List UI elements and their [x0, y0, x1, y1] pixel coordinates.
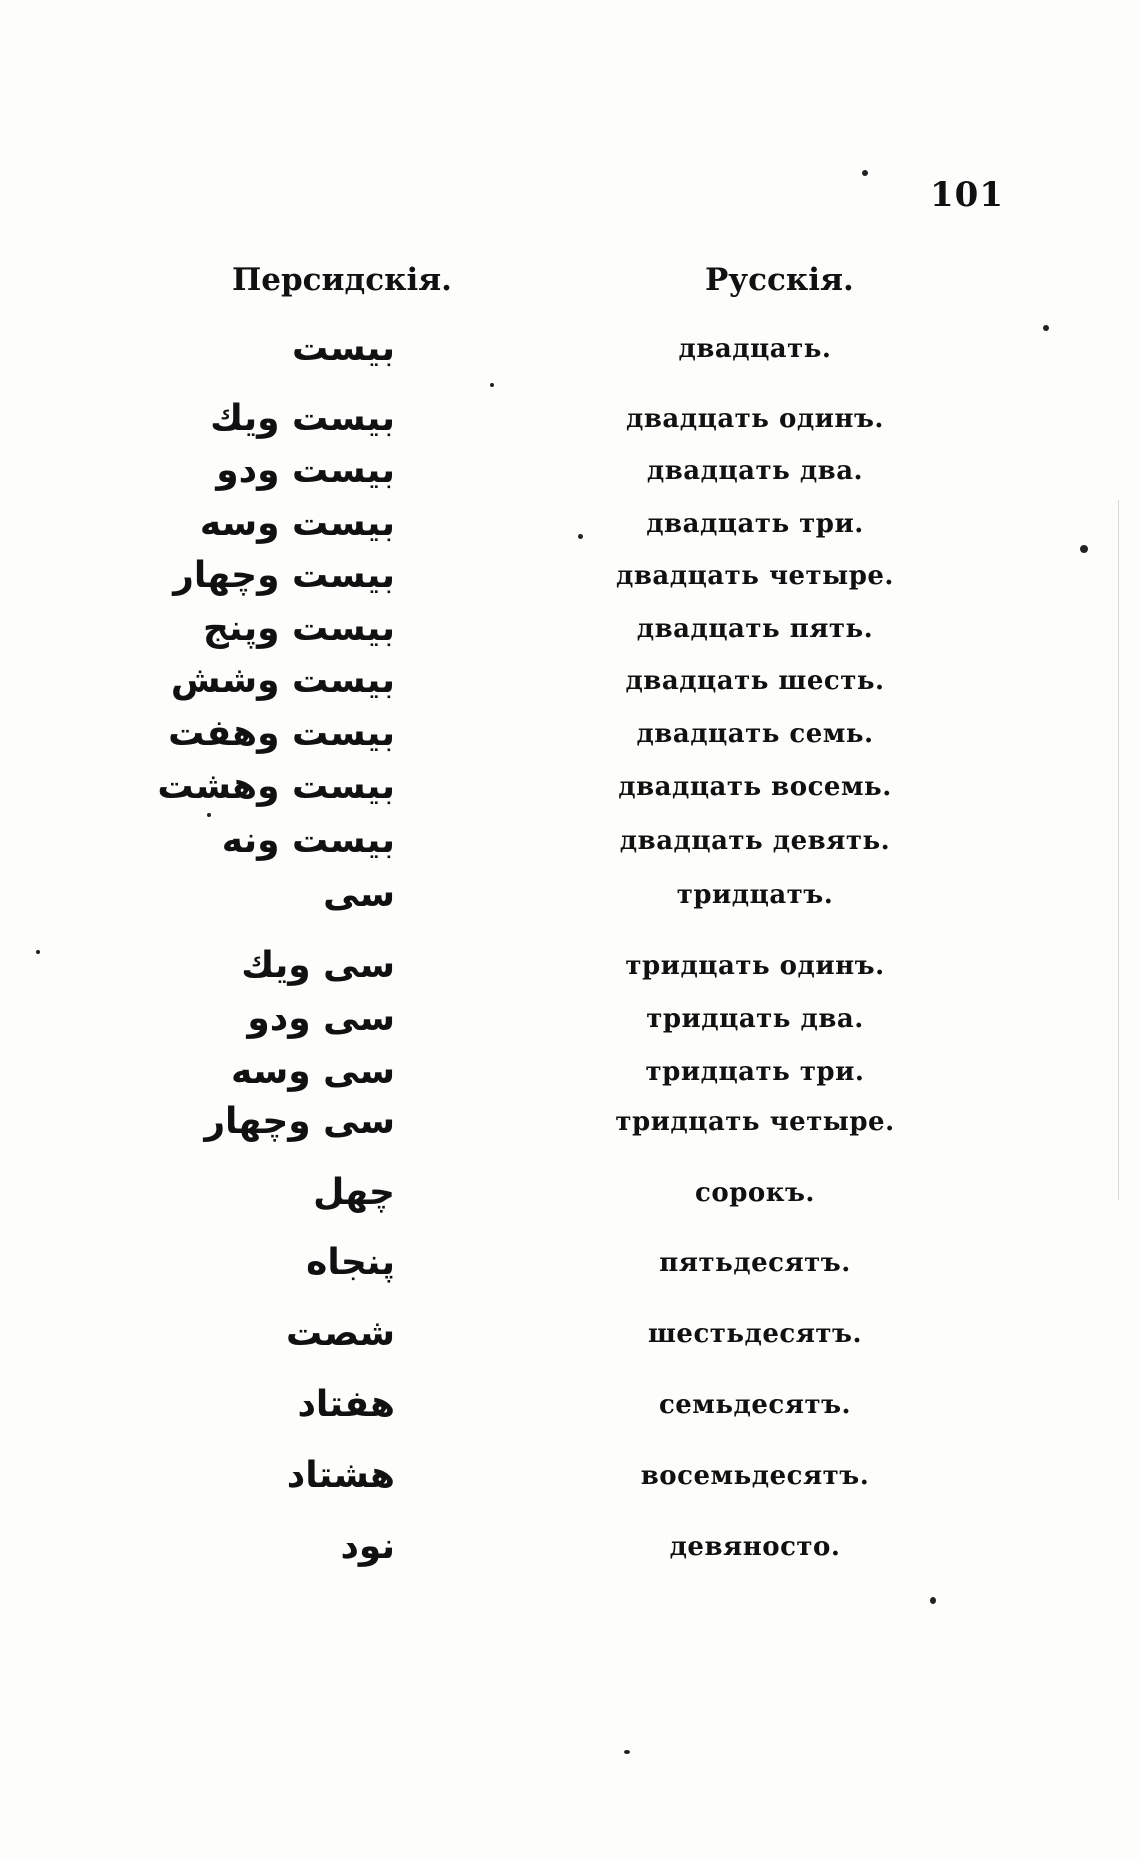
- russian-numeral: двадцать.: [678, 334, 832, 364]
- persian-numeral: سی: [323, 874, 395, 915]
- header-russian: Русскія.: [705, 262, 854, 298]
- russian-numeral: двадцать шесть.: [625, 666, 885, 696]
- russian-numeral: двадцать два.: [646, 456, 864, 486]
- russian-numeral: пятьдесятъ.: [659, 1248, 851, 1278]
- table-row: [0, 499, 1140, 549]
- table-row: [0, 604, 1140, 654]
- table-row: [0, 1451, 1140, 1501]
- table-row: [0, 762, 1140, 812]
- page-edge-shadow: [1118, 500, 1119, 1200]
- ink-speck: [862, 170, 868, 176]
- persian-numeral: هفتاد: [297, 1384, 395, 1425]
- persian-numeral: بیست وسه: [199, 503, 395, 544]
- russian-numeral: восемьдесятъ.: [640, 1461, 870, 1491]
- russian-numeral: тридцатъ.: [676, 880, 834, 910]
- russian-numeral: двадцать восемь.: [618, 772, 892, 802]
- persian-numeral: بیست ویك: [210, 398, 395, 439]
- ink-speck: [1080, 545, 1088, 553]
- russian-numeral: двадцать семь.: [636, 719, 874, 749]
- persian-numeral: چهل: [313, 1172, 395, 1213]
- russian-numeral: тридцать два.: [646, 1004, 864, 1034]
- russian-numeral: двадцать одинъ.: [626, 404, 884, 434]
- table-row: [0, 994, 1140, 1044]
- persian-numeral: بیست وهشت: [157, 766, 395, 807]
- ink-speck: [207, 813, 211, 817]
- russian-numeral: двадцать девять.: [619, 826, 891, 856]
- table-row: [0, 1309, 1140, 1359]
- ink-speck: [36, 950, 40, 954]
- persian-numeral: بیست ونه: [221, 820, 395, 861]
- persian-numeral: بیست وهفت: [168, 713, 395, 754]
- table-row: [0, 1238, 1140, 1288]
- persian-numeral: سی وسه: [231, 1051, 395, 1092]
- table-row: [0, 1522, 1140, 1572]
- page-number: 101: [930, 175, 1004, 215]
- persian-numeral: پنجاه: [306, 1242, 395, 1283]
- table-row: [0, 1168, 1140, 1218]
- russian-numeral: двадцать три.: [646, 509, 864, 539]
- persian-numeral: سی ویك: [241, 945, 395, 986]
- table-row: [0, 446, 1140, 496]
- table-row: [0, 324, 1140, 374]
- ink-speck: [490, 383, 494, 387]
- table-row: [0, 1047, 1140, 1097]
- persian-numeral: شصت: [286, 1313, 395, 1354]
- table-row: [0, 709, 1140, 759]
- persian-numeral: بیست وپنج: [202, 608, 395, 649]
- persian-numeral: هشتاد: [286, 1455, 395, 1496]
- russian-numeral: двадцать пять.: [636, 614, 874, 644]
- table-row: [0, 870, 1140, 920]
- table-row: [0, 941, 1140, 991]
- ink-speck: [930, 1597, 936, 1604]
- header-persian: Персидскія.: [232, 262, 452, 298]
- ink-speck: [578, 534, 583, 539]
- russian-numeral: девяносто.: [669, 1532, 841, 1562]
- persian-numeral: بیست ودو: [216, 450, 395, 491]
- table-row: [0, 816, 1140, 866]
- ink-speck: [1043, 325, 1049, 331]
- table-row: [0, 1380, 1140, 1430]
- table-row: [0, 1097, 1140, 1147]
- persian-numeral: سی وچهار: [204, 1101, 395, 1142]
- table-row: [0, 656, 1140, 706]
- russian-numeral: тридцать три.: [645, 1057, 865, 1087]
- table-row: [0, 551, 1140, 601]
- persian-numeral: بیست وچهار: [173, 555, 395, 596]
- persian-numeral: بیست وشش: [170, 660, 395, 701]
- table-row: [0, 394, 1140, 444]
- persian-numeral: نود: [340, 1526, 395, 1567]
- ink-speck: [624, 1750, 630, 1754]
- russian-numeral: семьдесятъ.: [658, 1390, 852, 1420]
- russian-numeral: тридцать четыре.: [615, 1107, 895, 1137]
- persian-numeral: بیست: [292, 328, 395, 369]
- russian-numeral: сорокъ.: [695, 1178, 815, 1208]
- persian-numeral: سی ودو: [247, 998, 395, 1039]
- russian-numeral: двадцать четыре.: [616, 561, 894, 591]
- russian-numeral: тридцать одинъ.: [625, 951, 885, 981]
- russian-numeral: шестьдесятъ.: [647, 1319, 863, 1349]
